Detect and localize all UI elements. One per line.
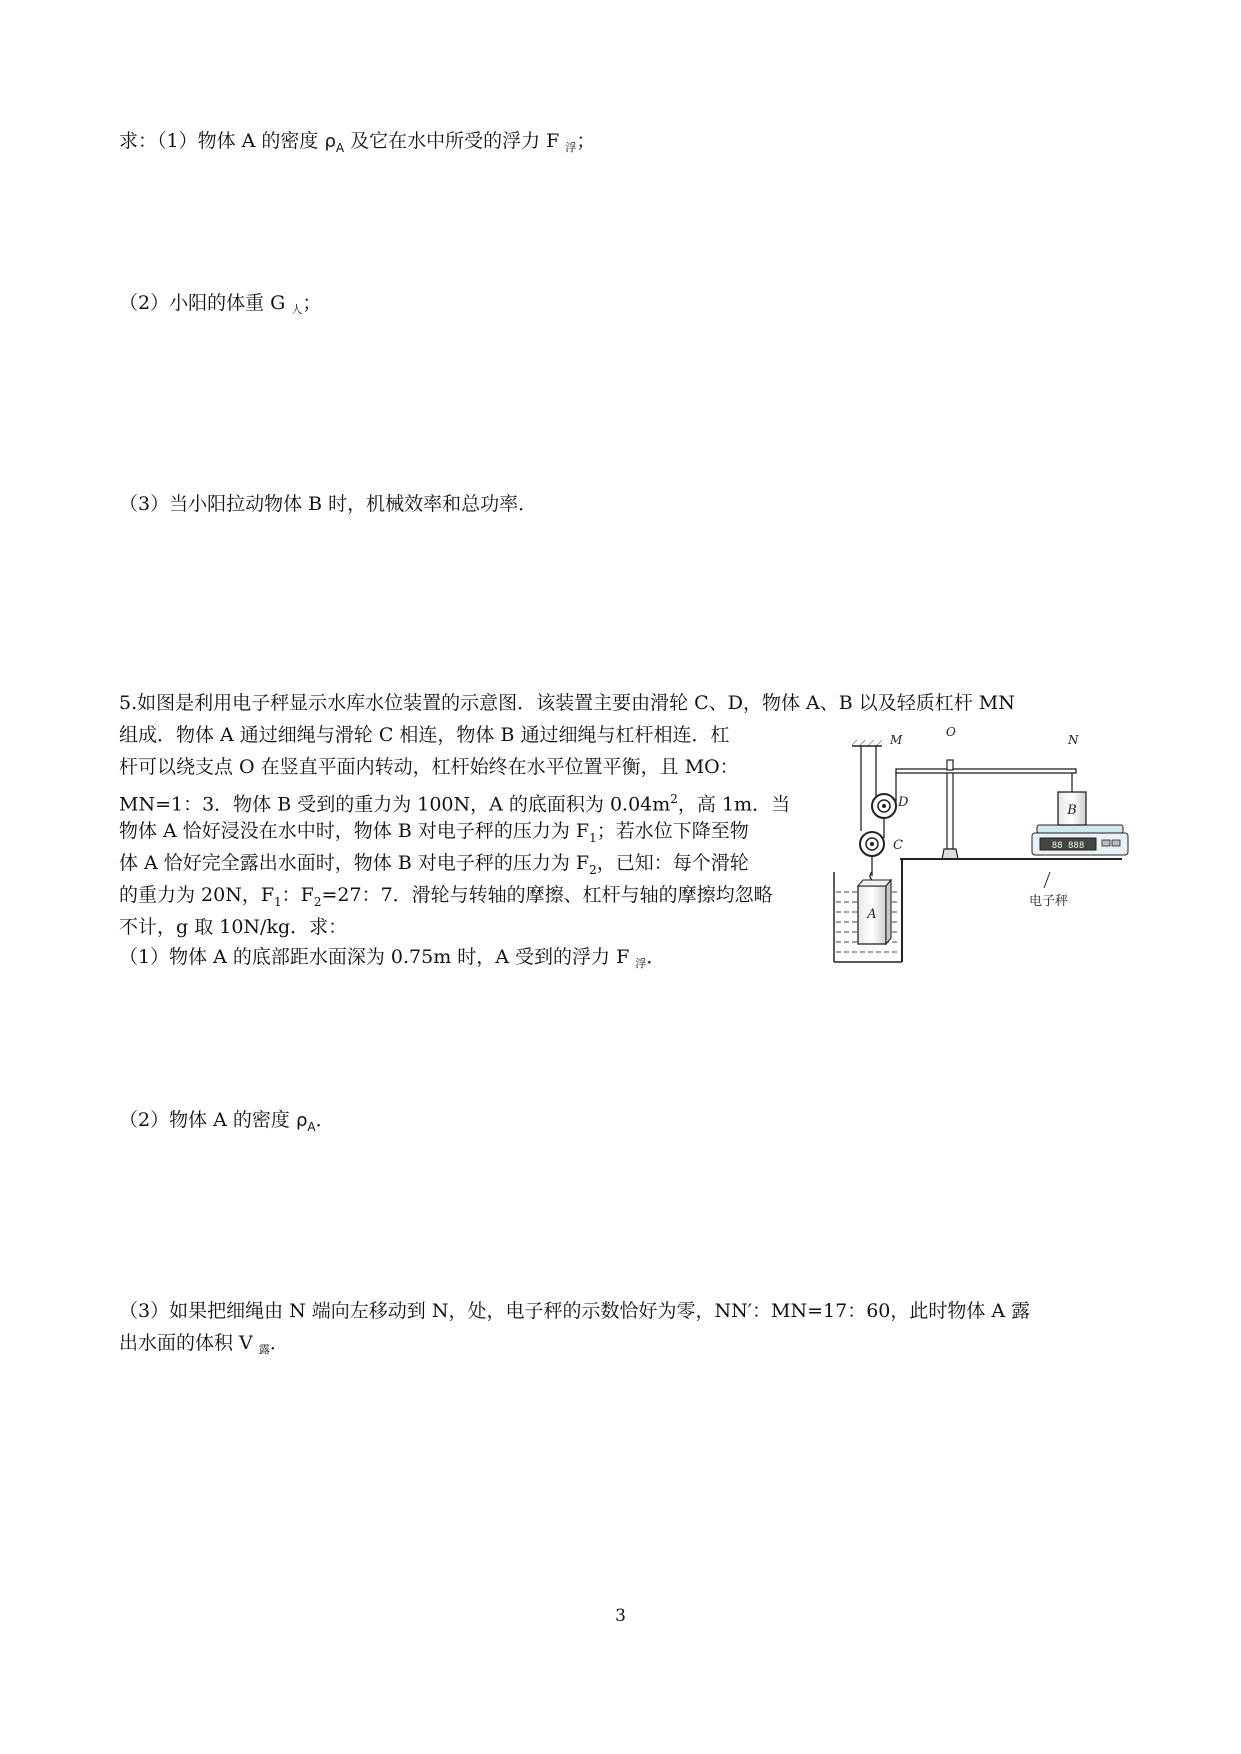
electronic-scale	[1032, 825, 1128, 855]
problem5-sub-question-3-line-2: 出水面的体积 V $_露$．	[119, 1332, 289, 1356]
question-1: 求：（1）物体 A 的密度 $\rho_A$ 及它在水中所受的浮力 F $_浮$；	[119, 130, 596, 155]
problem5-sub-question-3-line-1: （3）如果把细绳由 N 端向左移动到 N，处，电子秤的示数恰好为零，NN′：MN=17：60，此时物体 A 露	[119, 1300, 1031, 1322]
pulley-d	[872, 794, 896, 818]
problem5-line-7: 的重力为 20N，$F_1$：$F_2=27$：7．滑轮与转轴的摩擦、杠杆与轴的摩擦均忽略	[119, 884, 773, 909]
ground-platform	[900, 859, 1122, 962]
water-level-device-figure	[832, 722, 1132, 990]
page-number: 3	[615, 1606, 626, 1626]
problem5-line-3: 杆可以绕支点 O 在竖直平面内转动，杠杆始终在水平位置平衡，且 MO：	[119, 756, 739, 778]
ceiling-support	[852, 740, 882, 746]
scale-display: 88 888	[1051, 841, 1085, 851]
question-3: （3）当小阳拉动物体 B 时，机械效率和总功率．	[119, 493, 538, 515]
problem5-line-1: 5.如图是利用电子秤显示水库水位装置的示意图．该装置主要由滑轮 C、D，物体 A、B 以及轻质杠杆 MN	[119, 692, 1015, 714]
scale-label: 电子秤	[1029, 894, 1069, 909]
problem5-line-8: 不计，g 取 10N/kg．求：	[119, 916, 348, 938]
problem5-line-2: 组成．物体 A 通过细绳与滑轮 C 相连，物体 B 通过细绳与杠杆相连．杠	[119, 724, 730, 746]
question-2: （2）小阳的体重 G $_人$；	[119, 292, 322, 316]
label-c: C	[893, 838, 903, 853]
label-m: M	[890, 733, 903, 747]
scale-pointer-line	[1044, 872, 1050, 888]
label-d: D	[898, 795, 909, 810]
label-b: B	[1067, 803, 1077, 818]
problem5-line-6: 体 A 恰好完全露出水面时，物体 B 对电子秤的压力为 $F_2$，已知：每个滑轮	[119, 852, 749, 877]
fulcrum-post	[942, 760, 958, 859]
label-o: O	[946, 725, 956, 739]
problem5-sub-question-2: （2）物体 A 的密度 $\rho_A$．	[119, 1109, 335, 1134]
problem5-line-4: MN=1：3．物体 B 受到的重力为 100N，A 的底面积为 $0.04m^2$，高 1m．当	[119, 792, 791, 816]
pulley-c	[860, 832, 884, 856]
lever-mn	[896, 769, 1076, 773]
label-a: A	[867, 907, 877, 922]
label-n: N	[1068, 733, 1079, 747]
problem5-sub-question-1: （1）物体 A 的底部距水面深为 0.75m 时，A 受到的浮力 F $_浮$．	[119, 946, 666, 970]
problem5-line-5: 物体 A 恰好浸没在水中时，物体 B 对电子秤的压力为 $F_1$；若水位下降至物	[119, 820, 749, 845]
